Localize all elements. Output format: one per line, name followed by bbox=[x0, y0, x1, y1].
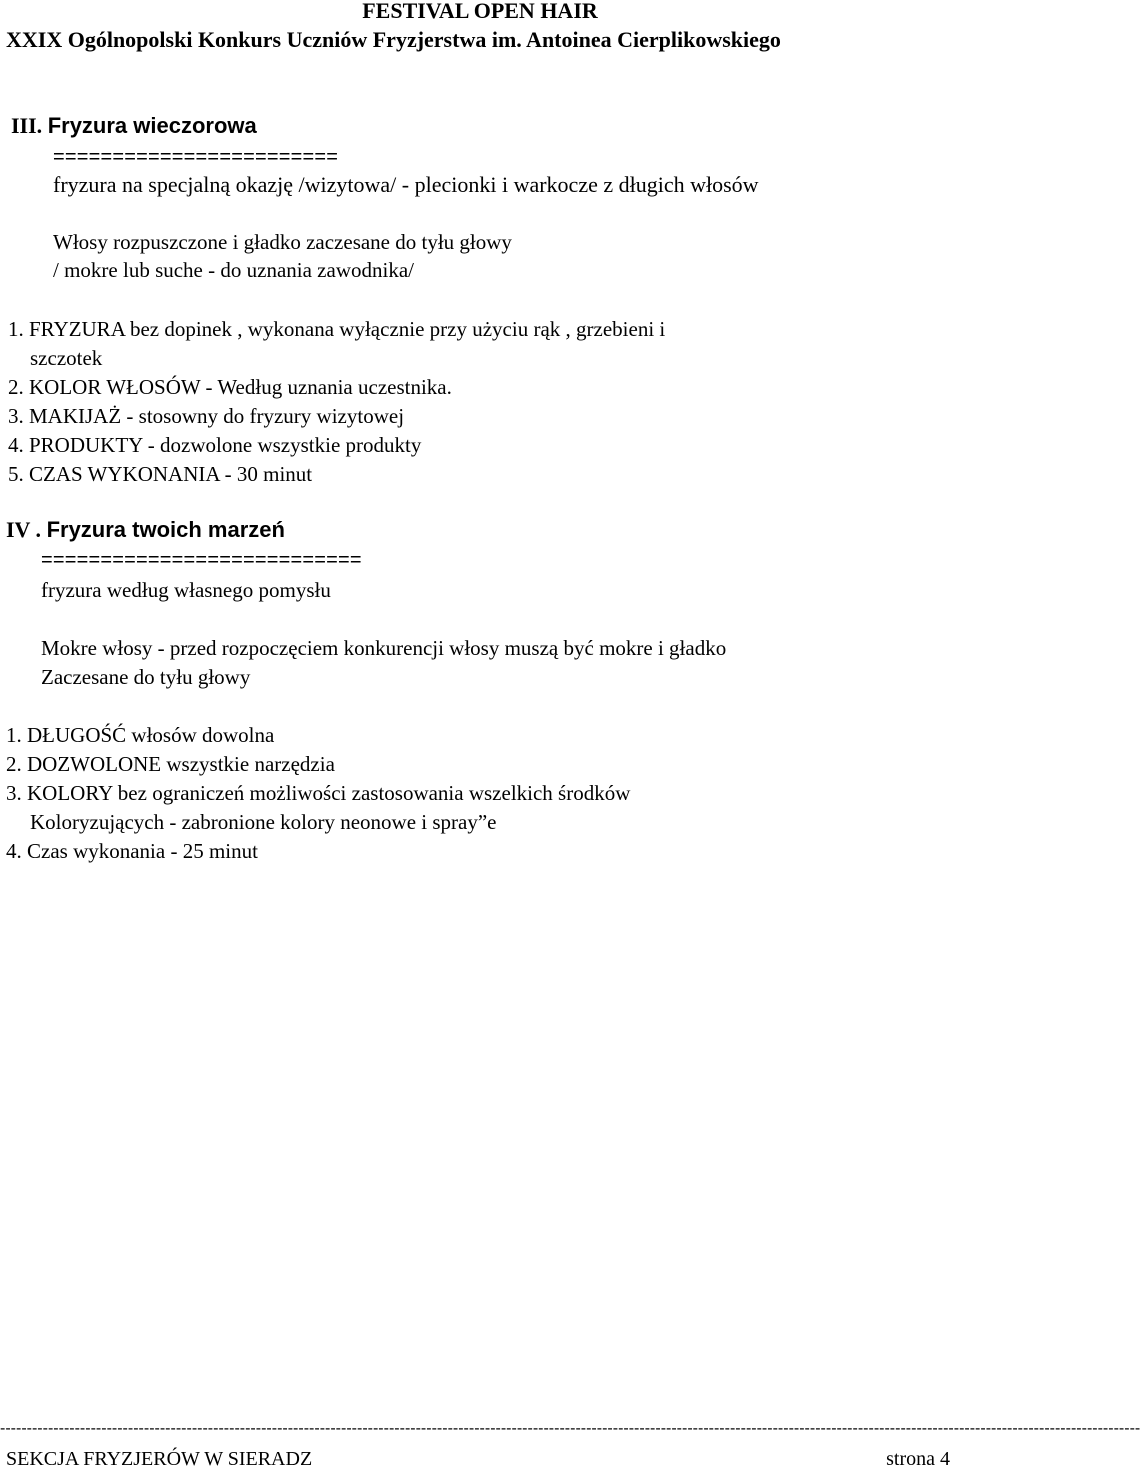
section-3-heading bbox=[11, 114, 257, 138]
document-subtitle: XXIX Ogólnopolski Konkurs Uczniów Fryzjerstwa im. Antoinea Cierplikowskiego bbox=[6, 27, 781, 52]
section-4-item-4: 4. Czas wykonania - 25 minut bbox=[6, 839, 258, 863]
section-3-rule: ======================== bbox=[53, 146, 339, 168]
footer-section-name: SEKCJA FRYZJERÓW W SIERADZ bbox=[6, 1448, 313, 1470]
section-4-hair-line-1: Mokre włosy - przed rozpoczęciem konkurencji włosy muszą być mokre i gładko bbox=[41, 636, 727, 660]
section-3-item-1: 1. FRYZURA bez dopinek , wykonana wyłącznie przy użyciu rąk , grzebieni i bbox=[8, 317, 666, 341]
footer-rule: ---------------------------------------------------------------------------------------------------------------------------------------------------------------------------------------------------------------------- bbox=[0, 1420, 1140, 1437]
section-4-item-3-cont: Koloryzujących - zabronione kolory neonowe i spray”e bbox=[30, 810, 497, 834]
section-3-numeral: III. bbox=[11, 113, 43, 138]
section-4-numeral: IV . bbox=[6, 517, 42, 542]
section-4-item-1: 1. DŁUGOŚĆ włosów dowolna bbox=[6, 723, 275, 747]
section-4-item-3: 3. KOLORY bez ograniczeń możliwości zastosowania wszelkich środków bbox=[6, 781, 631, 805]
section-3-item-1-cont: szczotek bbox=[30, 346, 103, 370]
section-4-heading bbox=[6, 518, 285, 542]
section-4-description: fryzura według własnego pomysłu bbox=[41, 578, 331, 602]
section-3-description: fryzura na specjalną okazję /wizytowa/ - plecionki i warkocze z długich włosów bbox=[53, 172, 759, 197]
section-3-item-3: 3. MAKIJAŻ - stosowny do fryzury wizytowej bbox=[8, 404, 405, 428]
section-4-title: Fryzura twoich marzeń bbox=[46, 517, 285, 542]
section-4-hair-line-2: Zaczesane do tyłu głowy bbox=[41, 665, 251, 689]
footer-page-number: strona 4 bbox=[886, 1448, 950, 1470]
document-title: FESTIVAL OPEN HAIR bbox=[362, 0, 598, 23]
section-3-hair-line-1: Włosy rozpuszczone i gładko zaczesane do tyłu głowy bbox=[53, 230, 512, 254]
section-3-item-2: 2. KOLOR WŁOSÓW - Według uznania uczestnika. bbox=[8, 375, 452, 399]
section-4-rule: =========================== bbox=[41, 549, 362, 571]
section-3-title: Fryzura wieczorowa bbox=[47, 113, 257, 138]
section-3-item-5: 5. CZAS WYKONANIA - 30 minut bbox=[8, 462, 313, 486]
section-3-hair-line-2: / mokre lub suche - do uznania zawodnika/ bbox=[53, 258, 414, 282]
section-4-item-2: 2. DOZWOLONE wszystkie narzędzia bbox=[6, 752, 335, 776]
section-3-item-4: 4. PRODUKTY - dozwolone wszystkie produkty bbox=[8, 433, 422, 457]
